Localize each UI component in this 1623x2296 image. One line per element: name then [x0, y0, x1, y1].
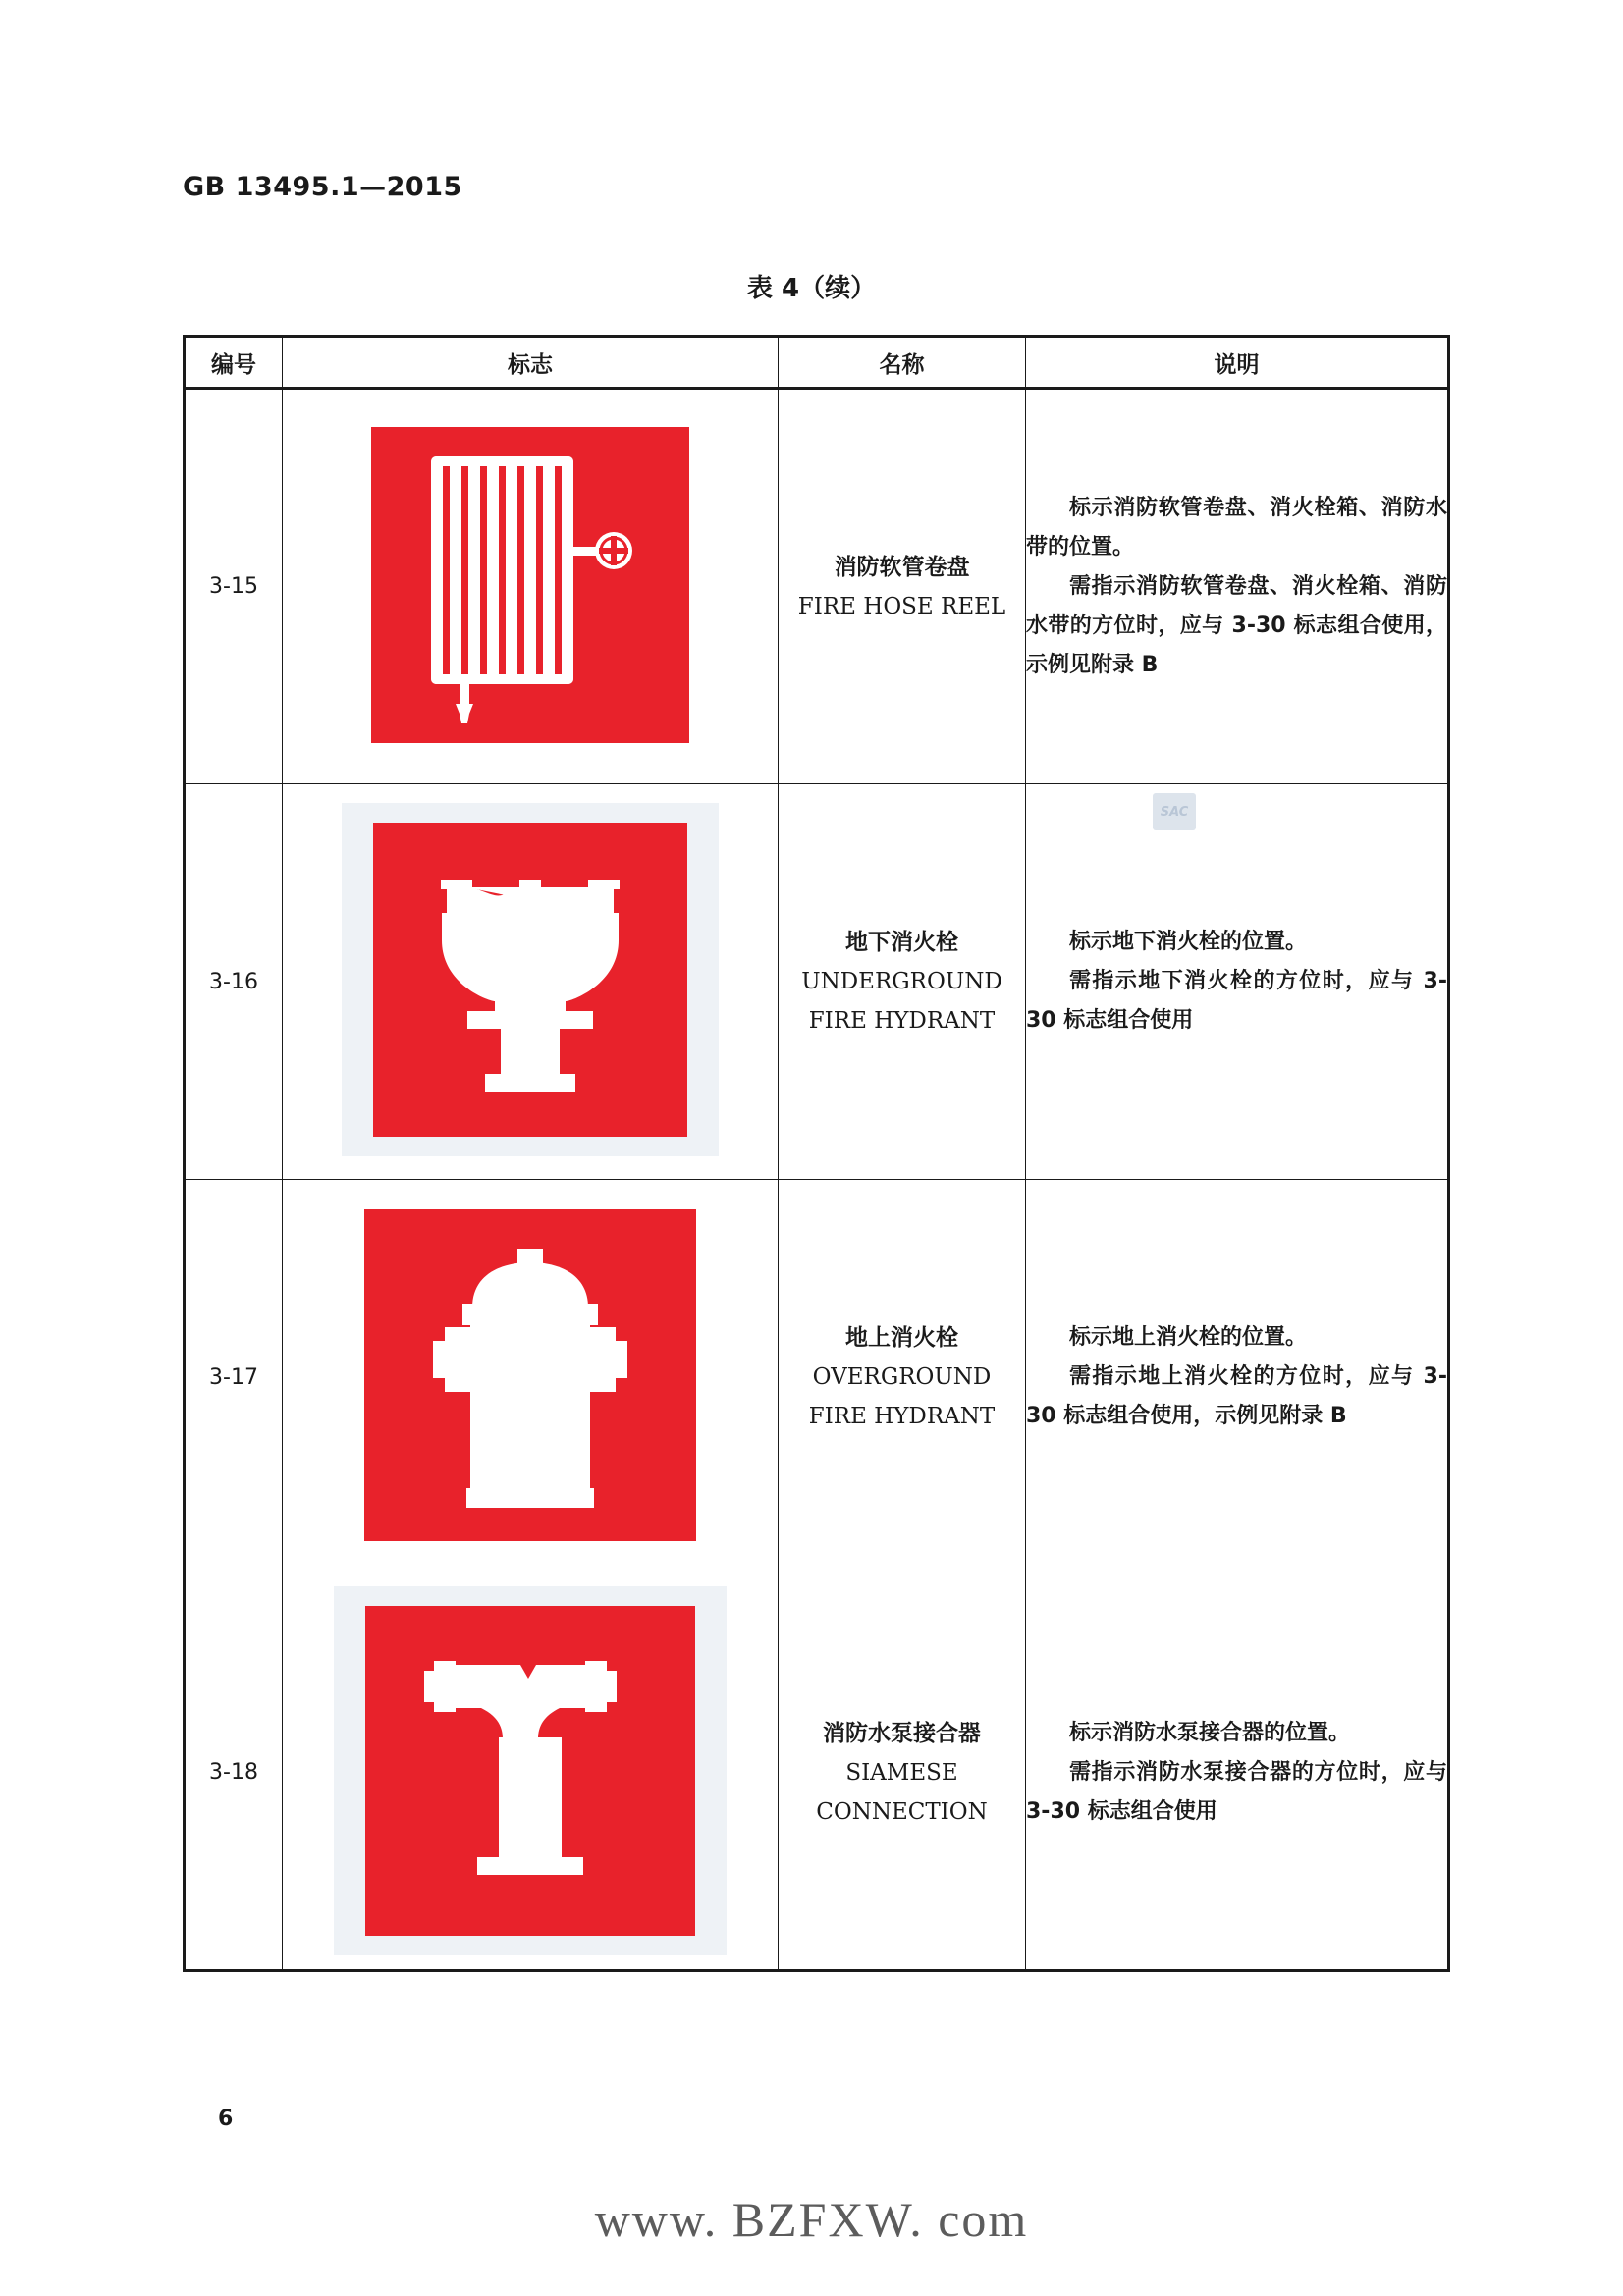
description-text: 标示地上消火栓的位置。 [1069, 1325, 1308, 1350]
description-text: 需指示地下消火栓的方位时，应与 3-30 标志组合使用 [1026, 969, 1447, 1033]
sign-name-cn: 消防水泵接合器 [823, 1720, 981, 1746]
header-name: 名称 [779, 337, 1026, 389]
site-watermark: www. BZFXW. com [594, 2192, 1029, 2247]
description-text: 需指示地上消火栓的方位时，应与 3-30 标志组合使用，示例见附录 B [1026, 1364, 1447, 1428]
page-number: 6 [218, 2107, 234, 2131]
fire-sign-table [183, 335, 1450, 1972]
header-description: 说明 [1026, 337, 1449, 389]
sign-name-en: FIRE HOSE REEL [797, 593, 1006, 619]
sign-name-en: FIRE HYDRANT [808, 1404, 996, 1429]
row-number: 3-17 [185, 1180, 283, 1575]
header-sign: 标志 [283, 337, 779, 389]
row-number: 3-15 [185, 389, 283, 784]
sign-name-cn: 消防软管卷盘 [834, 554, 970, 580]
table-row [185, 389, 1449, 784]
header-number: 编号 [185, 337, 283, 389]
description-text: 需指示消防软管卷盘、消火栓箱、消防水带的方位时，应与 3-30 标志组合使用，示例见附录 B [1026, 573, 1447, 677]
table-caption: 表 4（续） [746, 274, 877, 303]
description-text: 标示消防软管卷盘、消火栓箱、消防水带的位置。 [1026, 495, 1447, 560]
sign-name-cn: 地下消火栓 [845, 930, 958, 955]
fire-hose-reel-icon [371, 427, 689, 743]
table-row [185, 1575, 1449, 1971]
standard-code: GB 13495.1—2015 [183, 172, 462, 202]
description-text: 标示地下消火栓的位置。 [1069, 930, 1308, 954]
table-row [185, 784, 1449, 1180]
underground-fire-hydrant-icon [342, 803, 719, 1156]
sign-name-en: CONNECTION [816, 1798, 988, 1825]
description-text: 需指示消防水泵接合器的方位时，应与 3-30 标志组合使用 [1026, 1759, 1447, 1824]
sign-name-en: UNDERGROUND [801, 969, 1002, 994]
siamese-connection-icon [334, 1586, 727, 1955]
overground-fire-hydrant-icon [364, 1209, 696, 1541]
row-number: 3-16 [185, 784, 283, 1180]
sign-name-cn: 地上消火栓 [845, 1325, 958, 1351]
sign-name-en: OVERGROUND [812, 1364, 992, 1390]
table-header-row [185, 337, 1449, 389]
description-text: 标示消防水泵接合器的位置。 [1069, 1720, 1351, 1745]
sign-name-en: SIAMESE [845, 1759, 958, 1786]
sac-watermark-logo: SAC [1153, 793, 1196, 830]
table-row [185, 1180, 1449, 1575]
sign-name-en: FIRE HYDRANT [808, 1008, 996, 1034]
row-number: 3-18 [185, 1575, 283, 1971]
